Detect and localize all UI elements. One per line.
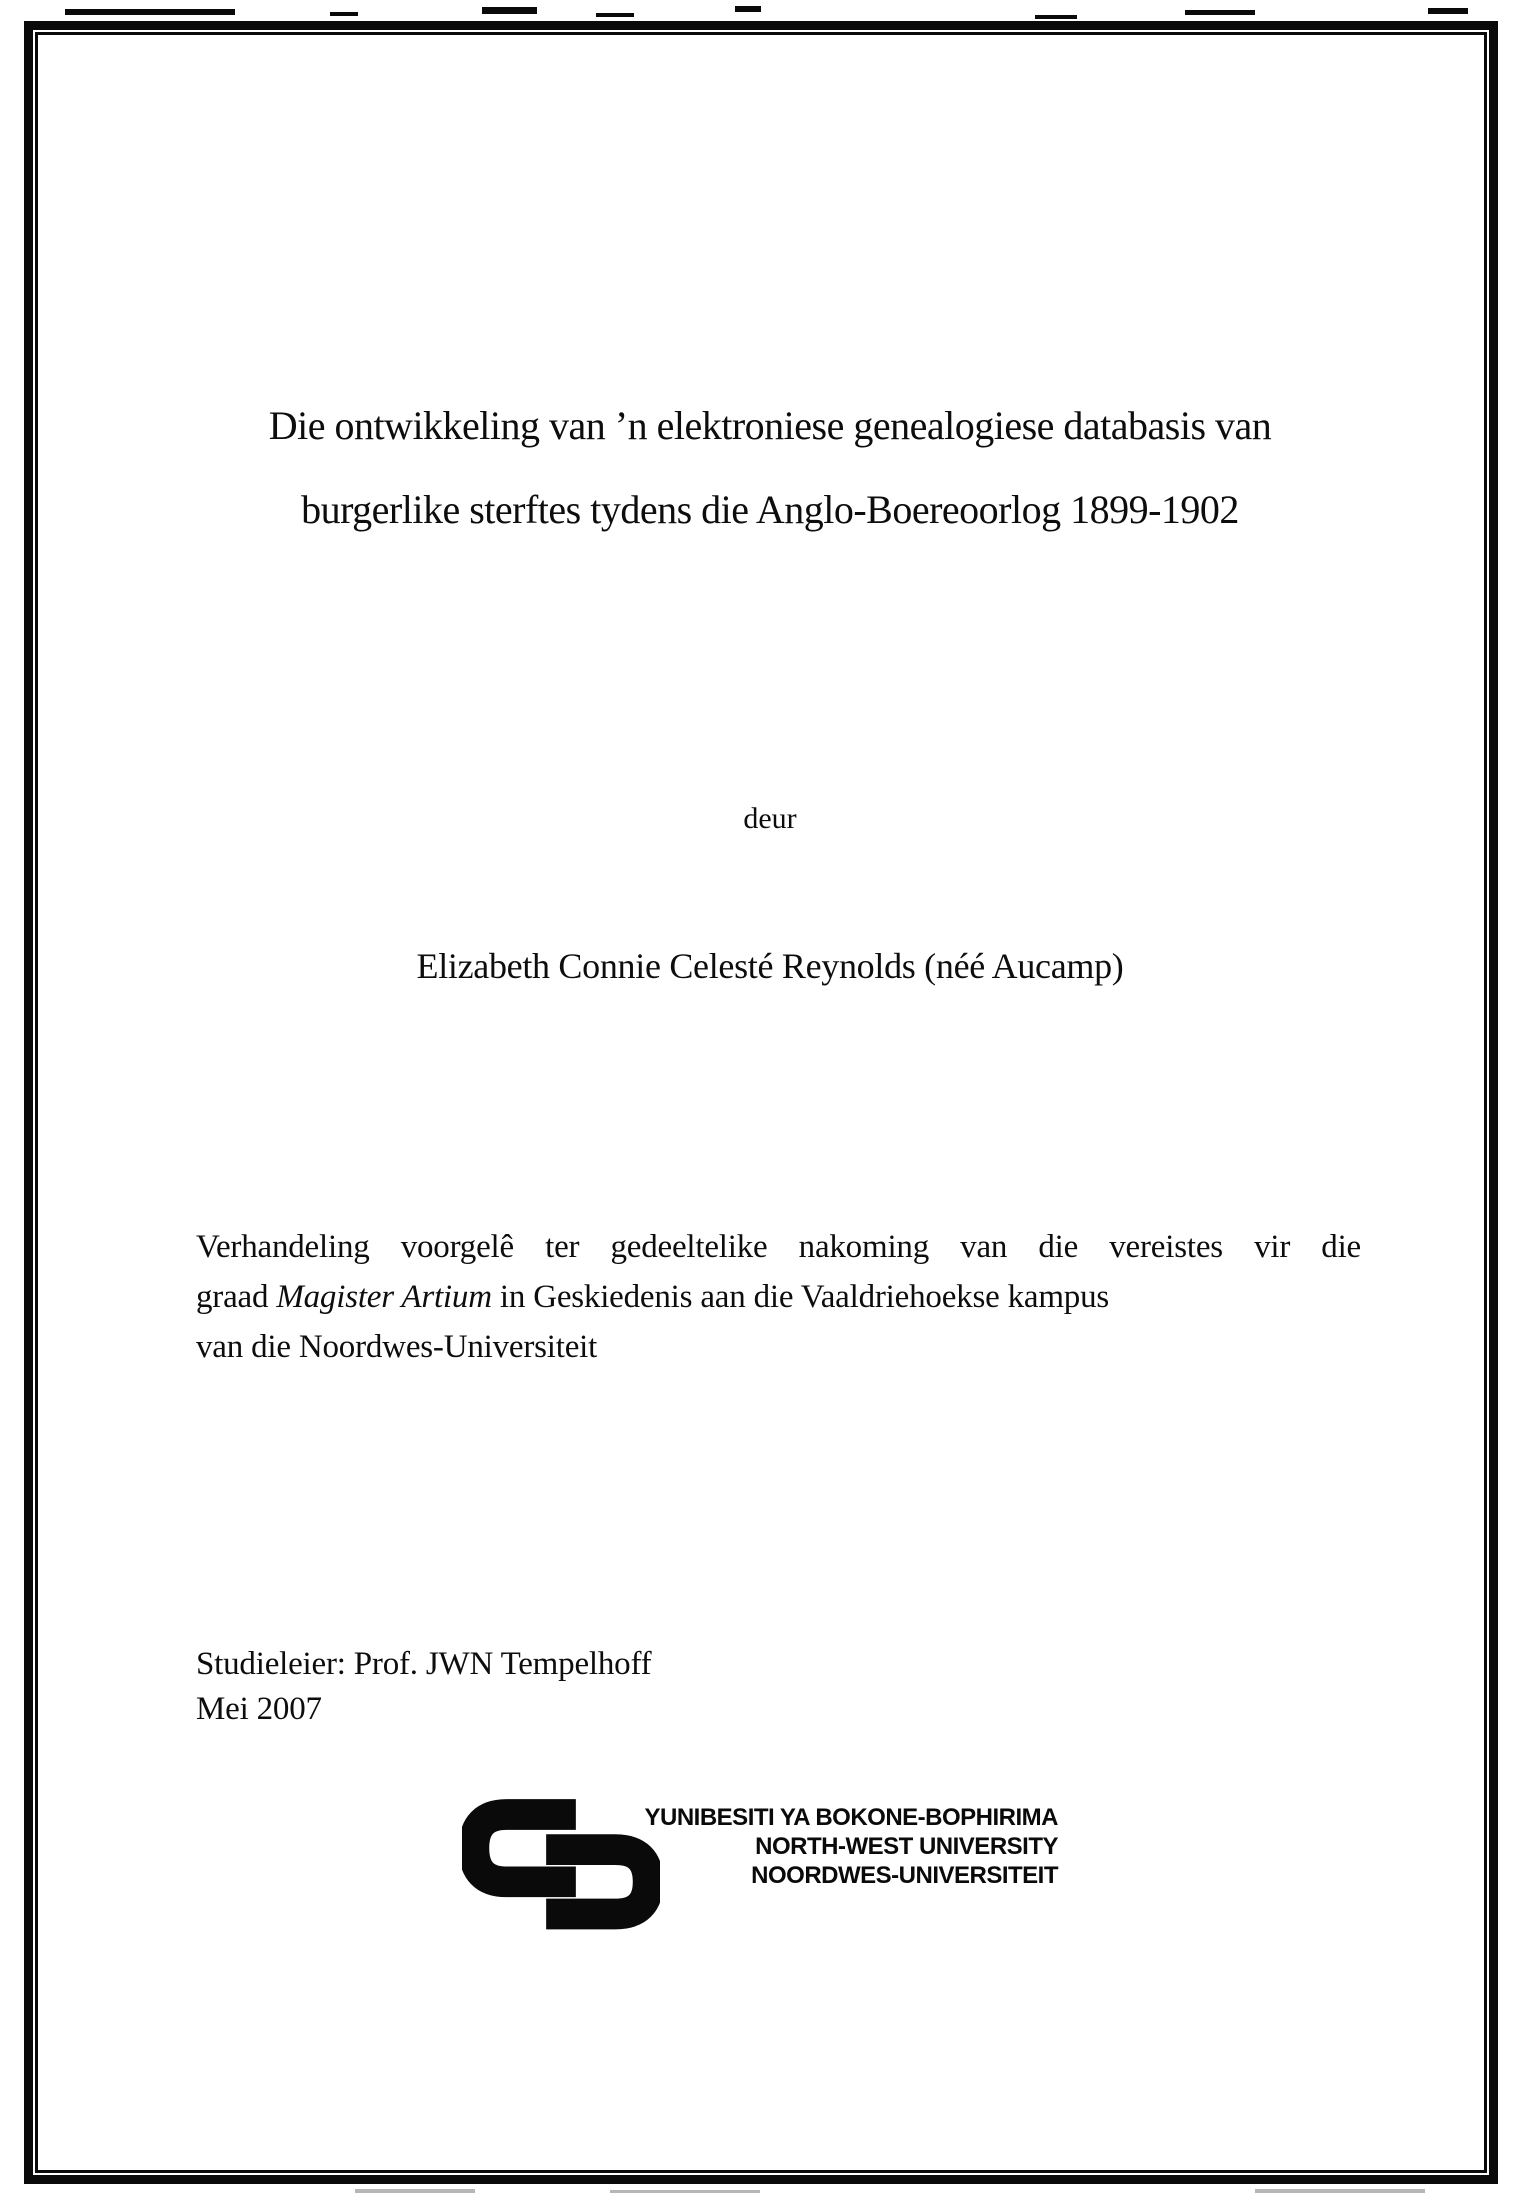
scan-artifact xyxy=(610,2190,760,2193)
degree-statement-line-1: Verhandeling voorgelê ter gedeeltelike nakoming van die vereistes vir die xyxy=(196,1229,1361,1265)
date-line: Mei 2007 xyxy=(196,1691,322,1727)
thesis-title-line-1: Die ontwikkeling van ’n elektroniese genealogiese databasis van xyxy=(268,403,1272,448)
scan-artifact xyxy=(1185,10,1255,15)
scan-artifact xyxy=(355,2189,475,2193)
byline: deur xyxy=(743,802,797,835)
degree-name-italic: Magister Artium xyxy=(276,1279,492,1315)
scan-artifact xyxy=(65,9,235,15)
logo-line-english: NORTH-WEST UNIVERSITY xyxy=(755,1833,1058,1860)
scan-artifact xyxy=(735,6,761,12)
scan-artifact xyxy=(596,13,634,17)
thesis-title xyxy=(150,384,1390,552)
thesis-title-line-2: burgerlike sterftes tydens die Anglo-Boereoorlog 1899-1902 xyxy=(301,487,1239,532)
scan-artifact xyxy=(1035,15,1077,19)
logo-line-setswana: YUNIBESITI YA BOKONE-BOPHIRIMA xyxy=(644,1804,1058,1831)
supervisor-block xyxy=(196,1642,651,1732)
logo-line-afrikaans: NOORDWES-UNIVERSITEIT xyxy=(751,1862,1058,1889)
scan-artifact xyxy=(330,12,358,16)
scan-artifact xyxy=(1428,8,1468,14)
university-logo-text xyxy=(560,1803,1058,1890)
supervisor-line: Studieleier: Prof. JWN Tempelhoff xyxy=(196,1646,652,1682)
degree-statement-line-2-suffix: in Geskiedenis aan die Vaaldriehoekse kampus xyxy=(491,1279,1110,1315)
scan-artifact xyxy=(1255,2189,1425,2193)
author-name: Elizabeth Connie Celesté Reynolds (néé Aucamp) xyxy=(416,946,1124,986)
degree-statement-line-2-prefix: graad xyxy=(196,1279,277,1315)
degree-statement xyxy=(196,1222,1361,1372)
degree-statement-line-3: van die Noordwes-Universiteit xyxy=(196,1329,598,1365)
degree-statement-line-2 xyxy=(196,1272,1361,1322)
scan-artifact xyxy=(482,7,537,14)
